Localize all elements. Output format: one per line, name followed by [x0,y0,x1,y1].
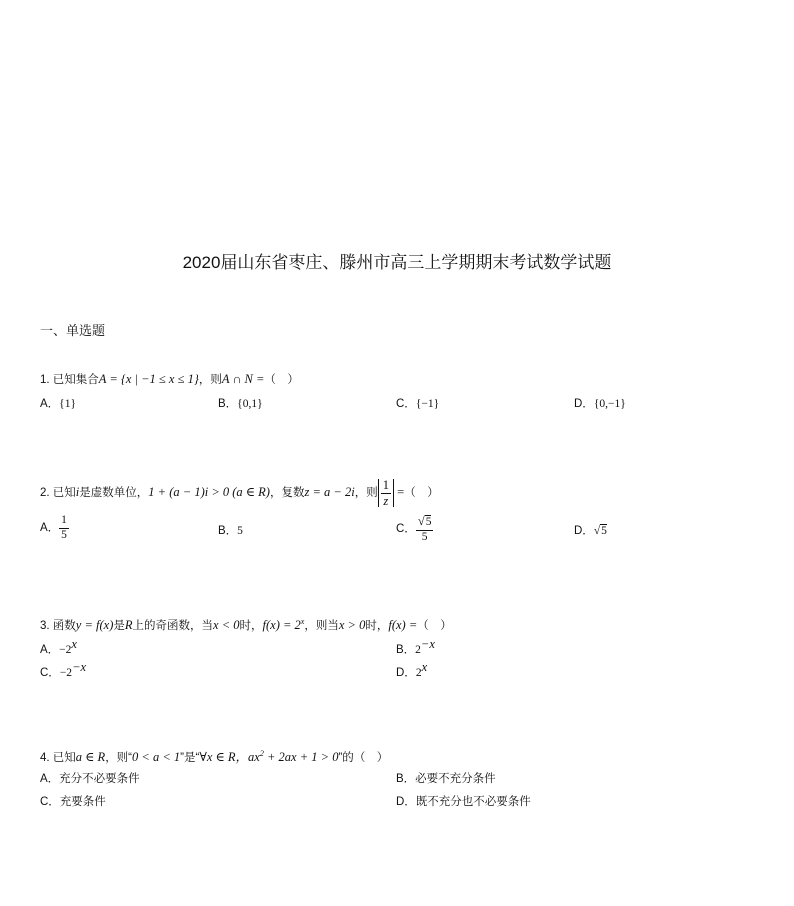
option-value: {0,1} [237,398,263,410]
option-value: {1} [59,398,76,410]
option-exp: x [71,637,77,651]
q3-f-neg-base: f(x) = 2 [262,618,301,633]
q3-cond1: x < 0 [213,618,240,633]
q2-prefix: 2. 已知 [40,487,76,500]
option-value: 充分不必要条件 [59,773,140,785]
option-den: 5 [421,530,428,543]
q1-option-b[interactable] [218,395,263,411]
page-title: 2020届山东省枣庄、滕州市高三上学期期末考试数学试题 [182,253,612,272]
option-letter: C． [396,523,416,536]
q4-of: ”的 [338,752,354,765]
q3-is-on: 是 [113,620,125,633]
question-1-stem [40,371,299,388]
option-den: 5 [61,528,67,541]
option-base: 2 [415,643,421,656]
q3-R: R [124,618,133,633]
q3-cond2: x > 0 [338,618,366,633]
q4-option-a[interactable] [40,770,140,786]
q1-set-a: A = {x | −1 ≤ x ≤ 1} [98,372,199,386]
option-value: 充要条件 [59,796,106,808]
q3-when2: 时， [365,620,389,633]
q3-f-pos: f(x) = [388,618,418,633]
q4-square: 2 [259,749,264,758]
q2-cond: 1 + (a − 1)i > 0 (a ∈ R) [148,485,270,500]
option-letter: B． [218,398,238,410]
q3-option-b[interactable] [396,637,435,657]
q4-prefix: 4. 已知 [40,752,76,765]
option-letter: A． [40,773,60,785]
q2-i-var: i [75,485,80,500]
q1-blank: （ ） [264,374,299,386]
q1-prefix: 1. 已知集合 [40,374,99,386]
q3-blank: （ ） [417,620,452,633]
q2-z-def: z = a − 2i [304,485,355,500]
q4-option-b[interactable] [396,770,496,786]
q2-abs-value [378,479,394,507]
q3-option-d[interactable] [396,660,427,680]
sqrt-icon: √ [593,525,601,537]
option-base: −2 [59,666,73,679]
q4-forall-head: ∀x ∈ R，ax [199,750,260,765]
q2-blank: （ ） [404,487,439,500]
q2-option-c[interactable] [396,515,433,543]
option-letter: D． [396,666,416,679]
q1-option-c[interactable] [396,395,439,411]
option-letter: D． [574,525,594,537]
option-base: −2 [59,643,72,656]
q1-option-d[interactable] [574,395,626,411]
option-letter: B． [218,525,238,537]
q3-option-a[interactable] [40,637,77,657]
q4-is: ”是“ [180,752,200,765]
option-value: {−1} [415,398,440,410]
q3-then-when: ，则当 [304,620,339,633]
question-3-stem [40,614,452,634]
q4-blank: （ ） [353,752,389,765]
option-exp: x [421,660,428,674]
q4-forall-rest: + 2ax + 1 > 0 [263,750,339,765]
q2-abs-num: 1 [382,478,389,492]
option-num: 1 [59,515,69,529]
option-letter: C． [40,666,60,679]
option-letter: B． [396,643,416,656]
option-exp: −x [420,637,435,651]
option-letter: D． [574,398,594,410]
q2-option-d[interactable] [574,522,607,538]
q1-expr: A ∩ N = [221,372,265,386]
option-num: 5 [425,516,432,528]
q3-odd: 上的奇函数，当 [132,620,214,633]
option-letter: C． [396,398,416,410]
q2-option-b[interactable] [218,522,243,538]
option-value: 必要不充分条件 [415,773,496,785]
option-letter: A． [40,522,60,535]
q3-fn: y = f(x) [75,618,114,633]
option-base: 2 [415,666,422,679]
q3-prefix: 3. 函数 [40,620,76,633]
option-letter: B． [396,773,416,785]
option-letter: D． [396,796,416,808]
option-exp: −x [72,660,87,674]
q2-option-a[interactable] [40,515,69,541]
option-letter: A． [40,643,60,656]
q3-f-neg-exp: x [300,617,305,626]
q1-then: ，则 [198,374,222,386]
sqrt-icon: √ [417,514,425,528]
q4-then: ，则“ [105,752,133,765]
q3-when: 时， [239,620,263,633]
q4-option-c[interactable] [40,793,106,809]
option-value: 5 [601,525,607,537]
q2-mid: ，复数 [269,487,305,500]
q4-a-in-r: a ∈ R [75,750,106,765]
option-letter: C． [40,796,60,808]
option-value: 既不充分也不必要条件 [415,796,531,808]
q2-abs-den: z [383,493,389,508]
q3-option-c[interactable] [40,660,86,680]
option-value: 5 [237,525,243,537]
q2-then: ，则 [354,487,378,500]
q3-f-neg [263,618,305,632]
option-value: {0,−1} [593,398,626,410]
q1-option-a[interactable] [40,395,76,411]
q4-cond: 0 < a < 1 [132,750,181,765]
q4-forall [199,750,338,764]
question-2-stem [40,479,439,507]
option-letter: A． [40,398,60,410]
q2-desc: 是虚数单位， [79,487,149,500]
q4-option-d[interactable] [396,793,531,809]
section-heading: 一、单选题 [40,323,106,338]
q2-eq: = [397,485,405,500]
question-4-stem [40,746,388,766]
